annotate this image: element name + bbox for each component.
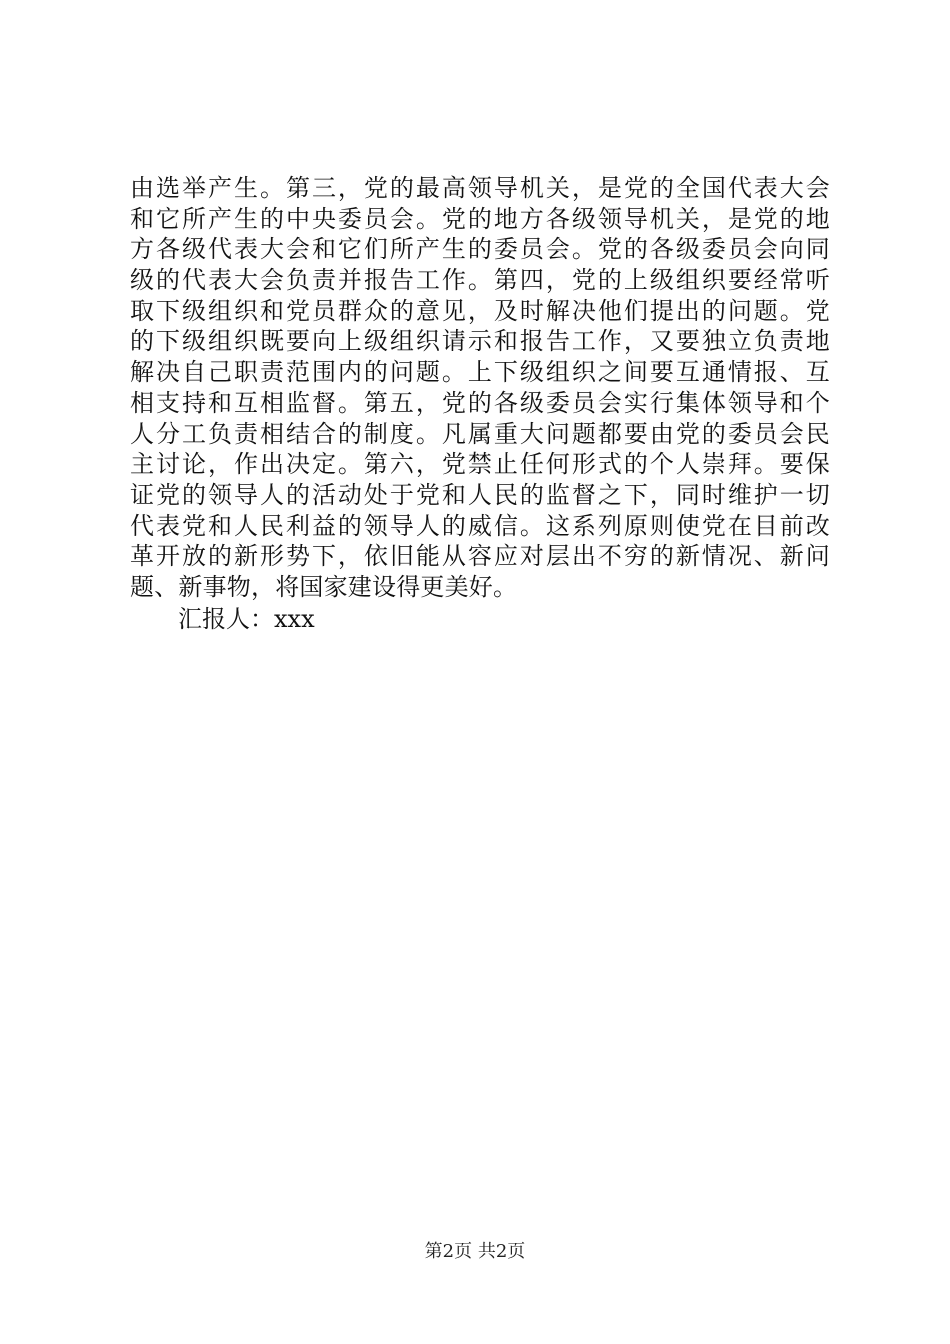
body-paragraph [130, 173, 830, 603]
paragraph-line: 革开放的新形势下，依旧能从容应对层出不穷的新情况、新问 [130, 542, 830, 571]
page-number-footer: 第2页 共2页 [424, 1241, 526, 1262]
paragraph-line: 相支持和互相监督。第五，党的各级委员会实行集体领导和个 [130, 388, 830, 417]
paragraph-line: 的下级组织既要向上级组织请示和报告工作，又要独立负责地 [130, 327, 830, 356]
paragraph-line: 题、新事物，将国家建设得更美好。 [130, 572, 518, 601]
reporter-signature: 汇报人：xxx [178, 605, 315, 633]
paragraph-line: 级的代表大会负责并报告工作。第四，党的上级组织要经常听 [130, 266, 830, 295]
paragraph-line: 方各级代表大会和它们所产生的委员会。党的各级委员会向同 [130, 235, 830, 264]
paragraph-line: 由选举产生。第三，党的最高领导机关，是党的全国代表大会 [130, 174, 830, 202]
paragraph-line: 解决自己职责范围内的问题。上下级组织之间要互通情报、互 [130, 358, 830, 387]
paragraph-line: 取下级组织和党员群众的意见，及时解决他们提出的问题。党 [130, 296, 830, 325]
paragraph-line: 代表党和人民利益的领导人的威信。这系列原则使党在目前改 [130, 511, 830, 540]
paragraph-line: 人分工负责相结合的制度。凡属重大问题都要由党的委员会民 [130, 419, 830, 448]
paragraph-line: 主讨论，作出决定。第六，党禁止任何形式的个人崇拜。要保 [130, 450, 830, 479]
paragraph-line: 和它所产生的中央委员会。党的地方各级领导机关，是党的地 [130, 204, 830, 233]
paragraph-line: 证党的领导人的活动处于党和人民的监督之下，同时维护一切 [130, 480, 830, 509]
